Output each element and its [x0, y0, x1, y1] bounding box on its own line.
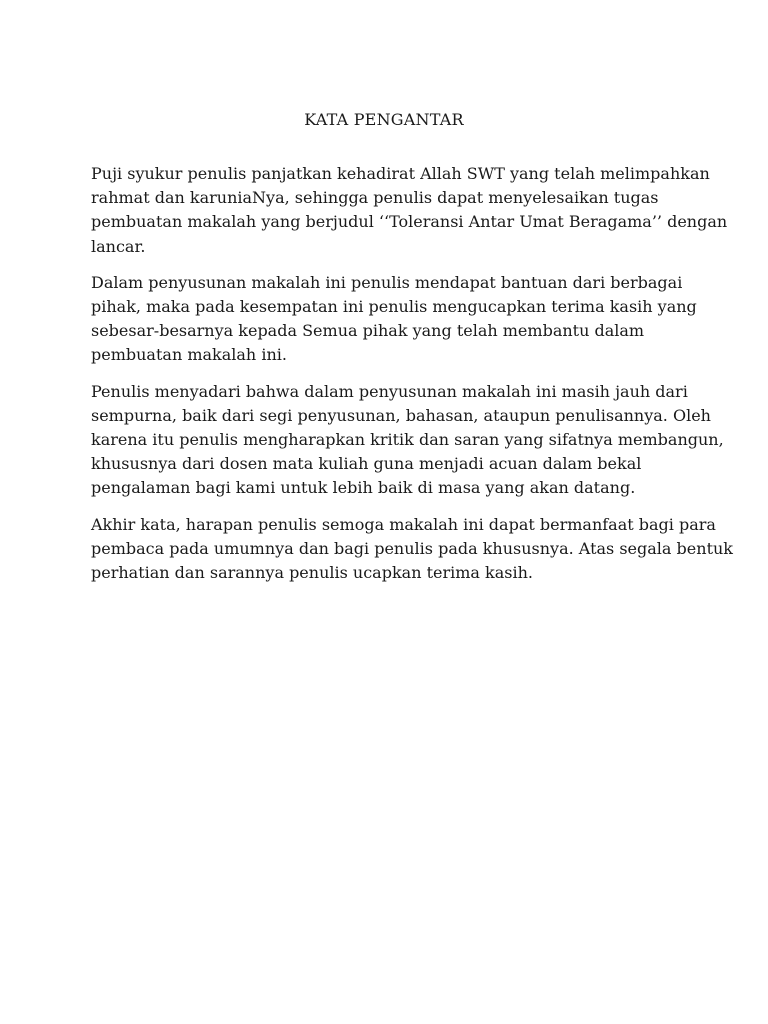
- text-line: pembaca pada umumnya dan bagi penulis pada khususnya. Atas segala bentuk: [91, 538, 733, 558]
- text-line: perhatian dan sarannya penulis ucapkan terima kasih.: [91, 563, 533, 583]
- paragraph-3: [91, 380, 724, 501]
- paragraph-4: [91, 513, 733, 586]
- text-line: Akhir kata, harapan penulis semoga makalah ini dapat bermanfaat bagi para: [91, 514, 716, 534]
- text-line: pembuatan makalah yang berjudul ‘‘Toleransi Antar Umat Beragama’’ dengan: [91, 212, 728, 232]
- text-line: Dalam penyusunan makalah ini penulis mendapat bantuan dari berbagai: [91, 272, 683, 292]
- text-line: Penulis menyadari bahwa dalam penyusunan makalah ini masih jauh dari: [91, 381, 688, 401]
- text-line: karena itu penulis mengharapkan kritik dan saran yang sifatnya membangun,: [91, 430, 724, 450]
- document-body: [91, 162, 733, 597]
- text-line: khususnya dari dosen mata kuliah guna menjadi acuan dalam bekal: [91, 454, 642, 474]
- text-line: pembuatan makalah ini.: [91, 345, 287, 365]
- text-line: pengalaman bagi kami untuk lebih baik di masa yang akan datang.: [91, 478, 636, 498]
- page-title: KATA PENGANTAR: [304, 110, 464, 129]
- text-line: lancar.: [91, 236, 146, 256]
- text-line: pihak, maka pada kesempatan ini penulis mengucapkan terima kasih yang: [91, 297, 697, 317]
- paragraph-2: [91, 271, 697, 368]
- paragraph-1: [91, 162, 728, 259]
- text-line: sempurna, baik dari segi penyusunan, bahasan, ataupun penulisannya. Oleh: [91, 405, 711, 425]
- text-line: Puji syukur penulis panjatkan kehadirat Allah SWT yang telah melimpahkan: [91, 164, 710, 183]
- text-line: rahmat dan karuniaNya, sehingga penulis dapat menyelesaikan tugas: [91, 188, 659, 208]
- text-line: sebesar-besarnya kepada Semua pihak yang telah membantu dalam: [91, 321, 645, 341]
